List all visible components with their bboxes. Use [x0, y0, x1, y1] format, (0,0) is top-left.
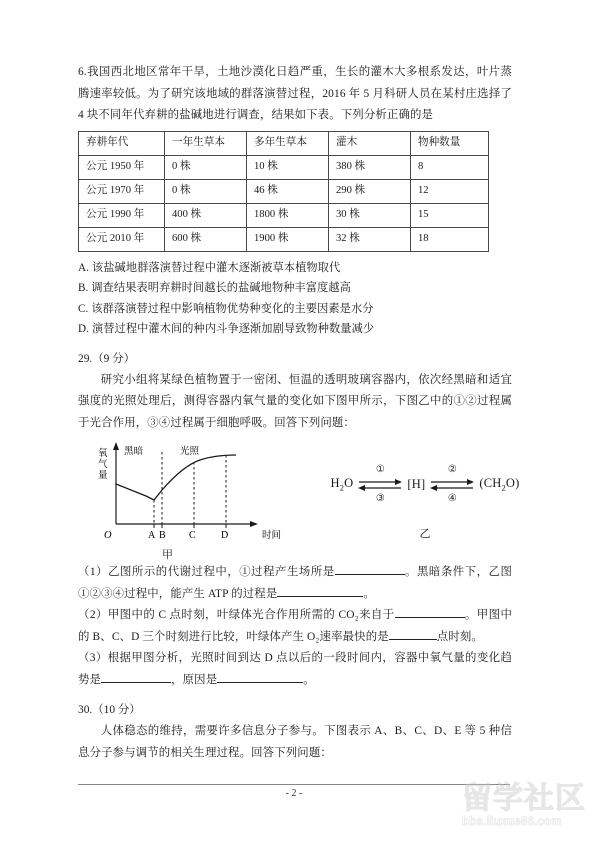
- table-header-cell: 多年生草本: [247, 131, 329, 155]
- answer-blank[interactable]: [217, 670, 303, 683]
- question-29-sub-3: [78, 648, 512, 691]
- sub-2-text-b: 。甲图中的 B、C、D 三个时刻进行比较，叶绿体产生 O₂速率最快的是: [78, 609, 512, 643]
- answer-blank[interactable]: [335, 562, 405, 575]
- tick-label-a: A: [148, 530, 156, 541]
- question-30-stem: 人体稳态的维持，需要许多信息分子参与。下图表示 A、B、C、D、E 等 5 种信息分子参与调节的相关生理过程。回答下列问题：: [78, 725, 512, 759]
- table-cell: 12: [411, 179, 489, 203]
- table-row: [79, 203, 489, 227]
- question-29-sub-1: [78, 562, 512, 605]
- arrow-pair-2: [429, 464, 475, 504]
- watermark: [462, 782, 592, 844]
- watermark-main-text: 留学社区: [462, 782, 586, 815]
- sub-2-text-c: 点时刻。: [436, 630, 483, 643]
- footer-divider: [78, 784, 510, 785]
- table-header-row: [79, 131, 489, 155]
- answer-blank[interactable]: [389, 627, 437, 640]
- table-cell: 0 株: [165, 155, 247, 179]
- figure-yi: [300, 446, 550, 556]
- answer-blank[interactable]: [101, 670, 171, 683]
- option-c: C. 该群落演替过程中影响植物优势种变化的主要因素是水分: [78, 302, 374, 315]
- molecule-reduced-hydrogen: [H]: [407, 476, 426, 491]
- process-label-3: ③: [375, 493, 385, 504]
- y-axis-label-char-3: 量: [98, 471, 108, 481]
- table-header-cell: 物种数量: [411, 131, 489, 155]
- table-header-cell: 灌木: [329, 131, 411, 155]
- page-number: - 2 -: [285, 788, 303, 799]
- table-cell: 46 株: [247, 179, 329, 203]
- sub-3-text-a: （3）根据甲图分析，光照时间到达 D 点以后的一段时间内，容器中氧气量的变化趋势是: [78, 652, 512, 686]
- question-30-number: 30.（10 分）: [78, 704, 141, 716]
- table-row: [79, 179, 489, 203]
- table-cell: 290 株: [329, 179, 411, 203]
- table-cell: 15: [411, 203, 489, 227]
- table-cell: 公元 2010 年: [79, 227, 165, 251]
- question-29-stem: 研究小组将某绿色植物置于一密闭、恒温的透明玻璃容器内，依次经黑暗和适宜强度的光照处理后，测得容器内氧气量的变化如下图甲所示，下图乙中的①②过程属于光合作用，③④过程属于细胞呼吸。回答下列问题：: [78, 373, 512, 429]
- question-29-number: 29.（9 分）: [78, 352, 135, 365]
- sub-3-text-c: 。: [303, 673, 315, 686]
- y-axis-label-char-1: 氧: [98, 449, 108, 459]
- table-cell: 1800 株: [247, 203, 329, 227]
- sub-2-text-a: （2）甲图中的 C 点时刻，叶绿体光合作用所需的 CO₂来自于: [78, 609, 395, 621]
- table-cell: 10 株: [247, 155, 329, 179]
- sub-1-text-c: 。: [363, 587, 375, 600]
- molecule-water: $H_2O$: [330, 475, 354, 493]
- reaction-chain: [300, 464, 550, 504]
- table-header-cell: 弃耕年代: [79, 131, 165, 155]
- figure-jia-caption: 甲: [162, 549, 173, 561]
- table-cell: 公元 1970 年: [79, 179, 165, 203]
- arrow-pair-1: [357, 464, 403, 504]
- oxygen-time-chart: [84, 440, 299, 544]
- table-cell: 30 株: [329, 203, 411, 227]
- question-29-sub-2: [78, 605, 512, 648]
- molecule-carbohydrate: $(CH_2O)$: [479, 475, 520, 493]
- table-cell: 公元 1990 年: [79, 203, 165, 227]
- table-cell: 400 株: [165, 203, 247, 227]
- figures-row: [78, 440, 520, 561]
- answer-blank[interactable]: [395, 605, 465, 618]
- table-cell: 600 株: [165, 227, 247, 251]
- double-arrow-icon: [357, 477, 403, 493]
- option-a: A. 该盐碱地群落演替过程中灌木逐渐被草本植物取代: [78, 261, 341, 274]
- table-row: [79, 155, 489, 179]
- table-cell: 380 株: [329, 155, 411, 179]
- x-axis-label: 时间: [262, 531, 282, 541]
- phase-label-light: 光照: [180, 447, 200, 457]
- y-axis-label-char-2: 气: [98, 460, 108, 470]
- option-b: B. 调查结果表明弃耕时间越长的盐碱地物种丰富度越高: [78, 282, 351, 294]
- succession-data-table: [78, 131, 489, 252]
- table-row: [79, 227, 489, 251]
- sub-1-text-a: （1）乙图所示的代谢过程中，①过程产生场所是: [78, 566, 335, 578]
- process-label-4: ④: [447, 493, 457, 504]
- table-cell: 0 株: [165, 179, 247, 203]
- table-cell: 1900 株: [247, 227, 329, 251]
- process-label-1: ①: [375, 464, 385, 475]
- figure-yi-caption: 乙: [419, 528, 431, 540]
- phase-label-dark: 黑暗: [124, 447, 144, 457]
- table-cell: 公元 1950 年: [79, 155, 165, 179]
- origin-label: O: [104, 530, 112, 541]
- table-cell: 8: [411, 155, 489, 179]
- answer-blank[interactable]: [277, 584, 363, 597]
- process-label-2: ②: [447, 464, 457, 475]
- tick-label-c: C: [189, 530, 196, 541]
- figure-jia: [84, 440, 299, 561]
- sub-1-text-b: 。黑暗条件下，乙图①②③④过程中，能产生 ATP 的过程是: [78, 566, 512, 600]
- tick-label-d: D: [221, 530, 229, 541]
- question-6-stem: 6.我国西北地区常年干旱，土地沙漠化日趋严重，生长的灌木大多根系发达，叶片蒸腾速率较低。为了研究该地域的群落演替过程，2016 年 5 月科研人员在某村庄选择了 4 块不同年代弃耕的盐碱地进行调查，结果如下表。下列分析正确的是: [78, 66, 512, 121]
- watermark-sub-text: bbs.liuxue86.com: [462, 816, 562, 828]
- sub-3-text-b: ，原因是: [171, 673, 218, 686]
- table-cell: 32 株: [329, 227, 411, 251]
- table-header-cell: 一年生草本: [165, 131, 247, 155]
- double-arrow-icon: [429, 477, 475, 493]
- tick-label-b: B: [159, 530, 166, 541]
- option-d: D. 演替过程中灌木间的种内斗争逐渐加剧导致物种数量减少: [78, 323, 375, 335]
- table-cell: 18: [411, 227, 489, 251]
